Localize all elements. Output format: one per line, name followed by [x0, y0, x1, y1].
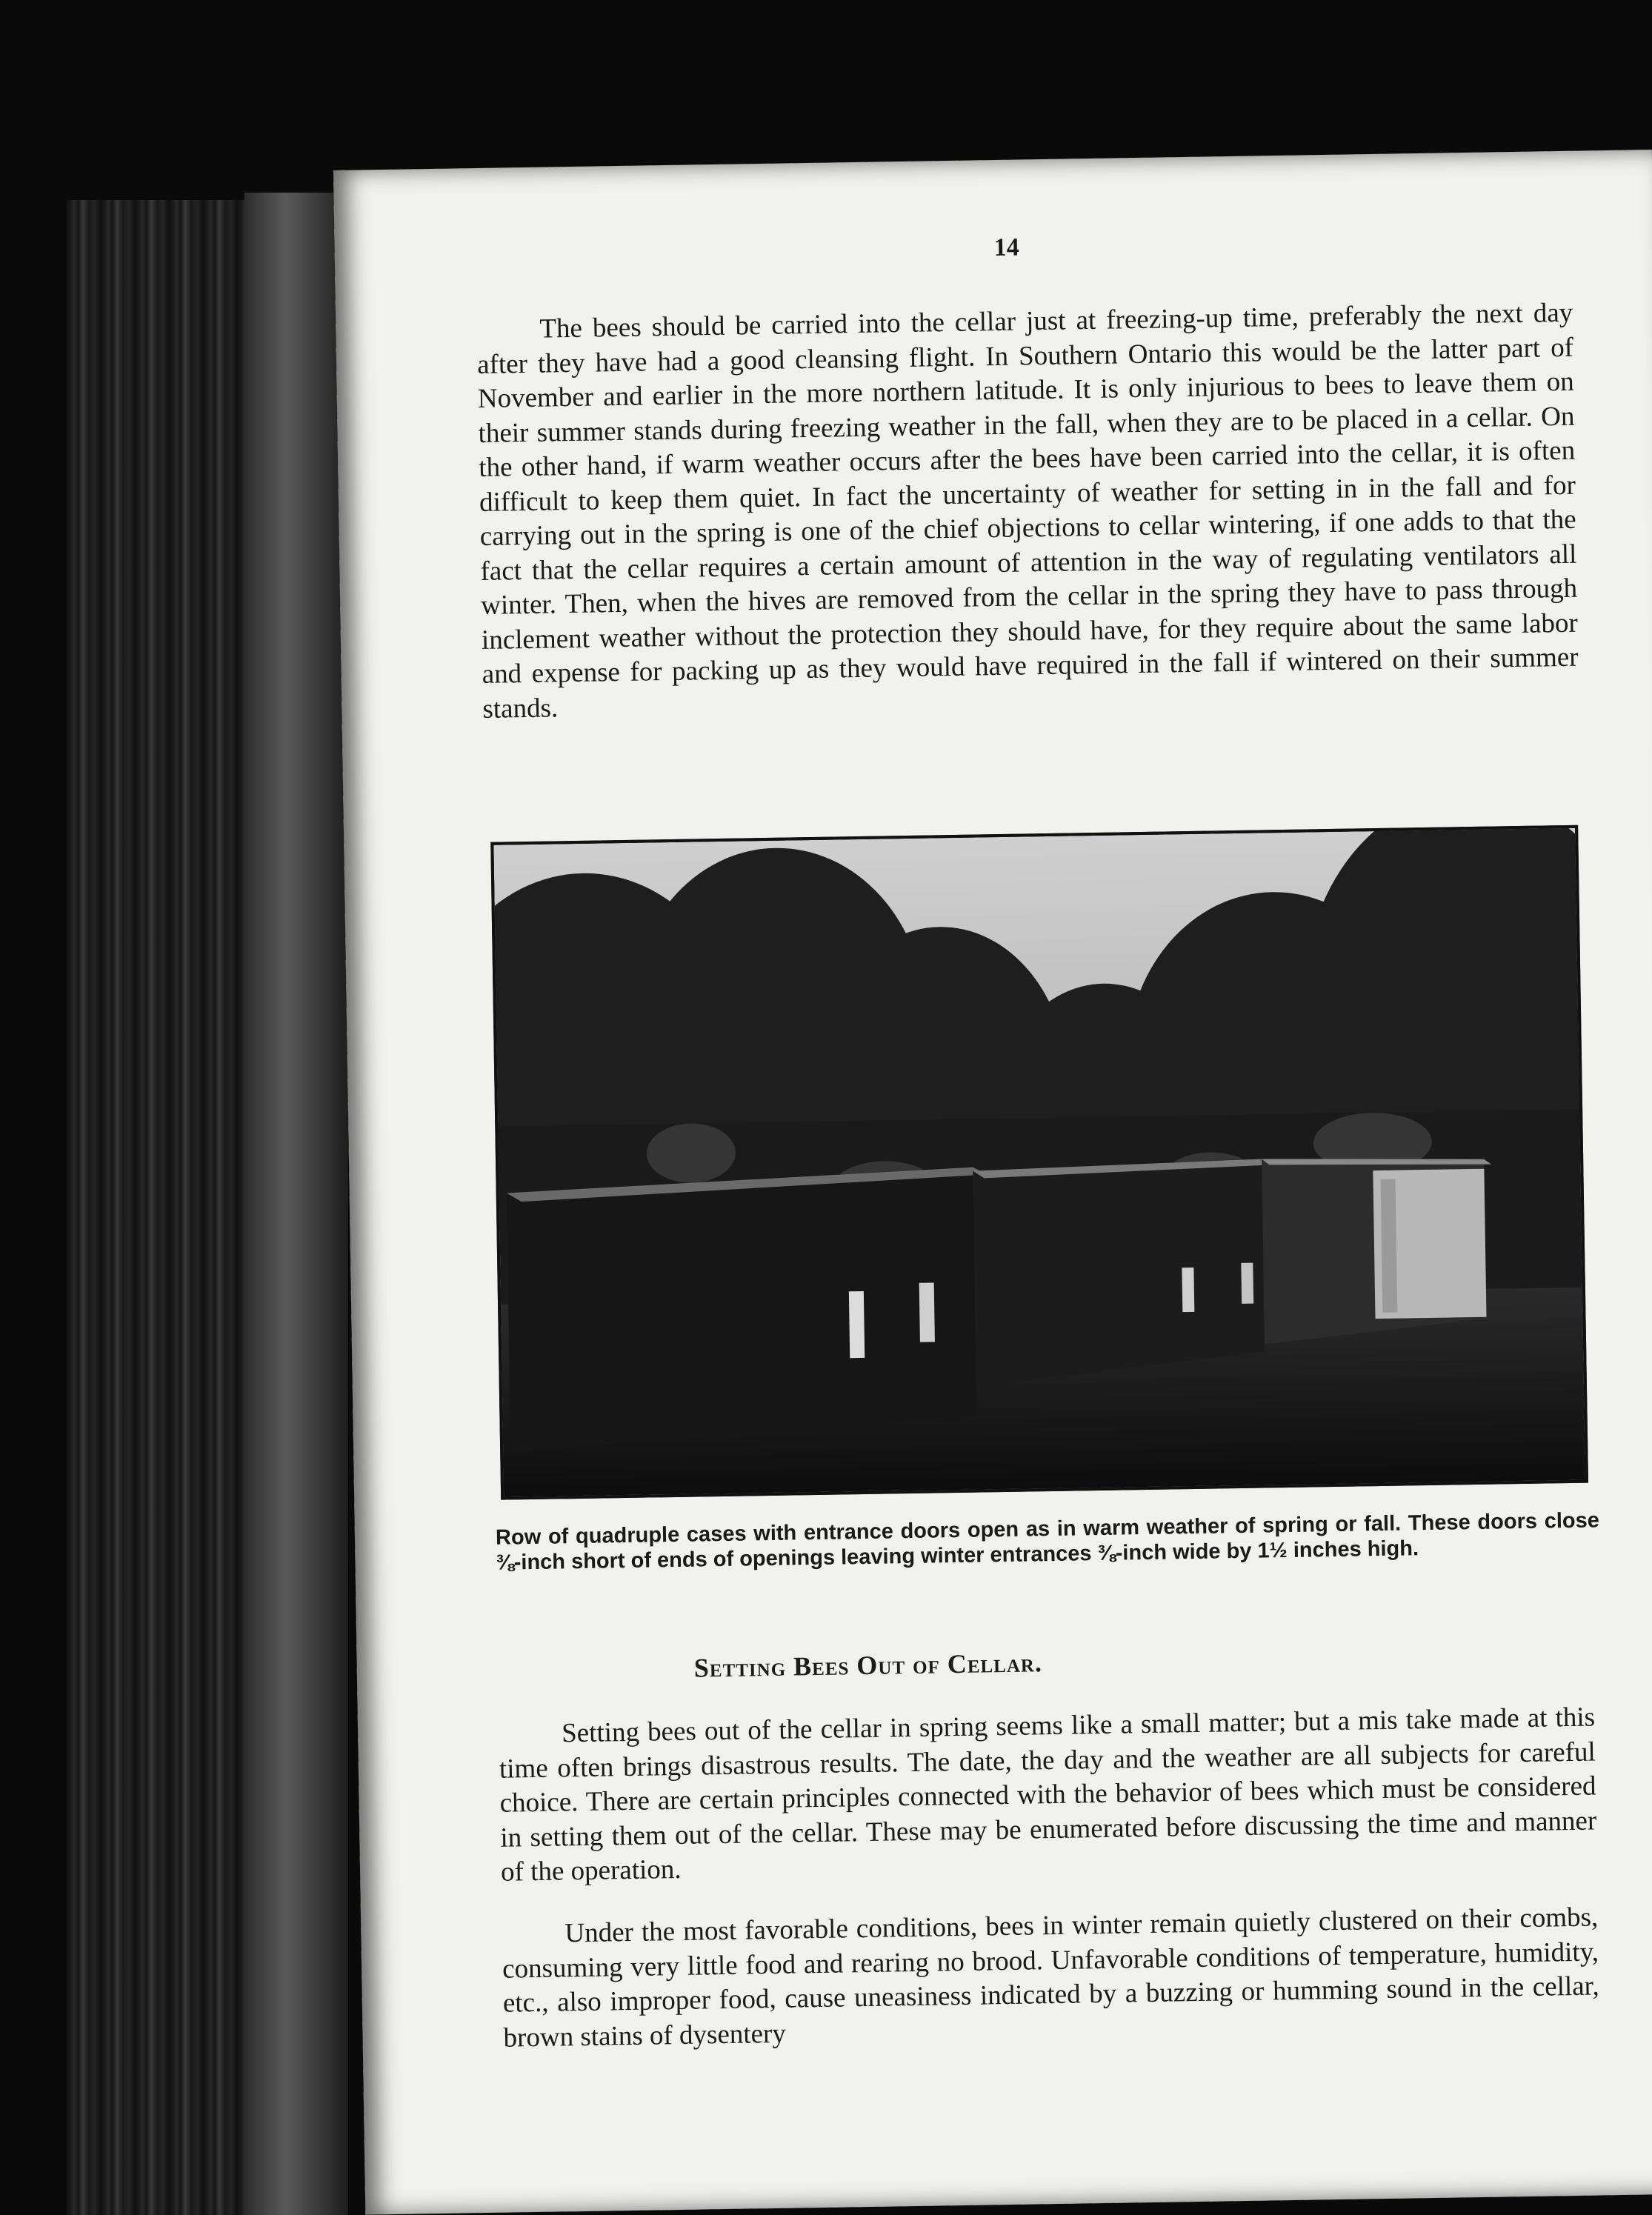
- photo-illustration: [493, 828, 1585, 1497]
- page-number: 14: [993, 233, 1020, 262]
- paragraph-setting-out: Setting bees out of the cellar in spring seems like a small matter; but a mis take made at this time often brings disastrous results. The date, the day and the weather are all subjects for careful choice. There are certain principles connected with the behavior of bees which must be considered in setting them out of the cellar. These may be enumerated before discussing the time and manner of the operation.: [499, 1702, 1597, 1888]
- paragraph-cellar-wintering: The bees should be carried into the cellar just at freezing-up time, preferably the next day after they have had a good cleansing flight. In Southern Ontario this would be the latter part of November and earlier in the more northern latitude. It is only injurious to bees to leave them on their summer stands during freezing weather in the fall, when they are to be placed in a cellar. On the other hand, if warm weather occurs after the bees have been carried into the cellar, it is often difficult to keep them quiet. In fact the uncertainty of weather for setting in in the fall and for carrying out in the spring is one of the chief objections to cellar wintering, if one adds to that the fact that the cellar requires a certain amount of attention in the way of regulating ventilators all winter. Then, when the hives are removed from the cellar in the spring they have to pass through inclement weather without the protection they should have, for they require about the same labor and expense for packing up as they would have required in the fall if wintered on their summer stands.: [476, 297, 1579, 725]
- section-heading: Setting Bees Out of Cellar.: [693, 1648, 1043, 1683]
- book-page-edges: [244, 193, 348, 2215]
- paragraph-winter-conditions: Under the most favorable conditions, bees in winter remain quietly clustered on their combs, consuming very little food and rearing no brood. Unfavorable conditions of temperature, humidity, etc., also improper food, cause uneasiness indicated by a buzzing or humming sound in the cellar, brown stains of dysentery: [502, 1902, 1600, 2054]
- photo-quadruple-cases: [490, 825, 1588, 1500]
- figure-caption: Row of quadruple cases with entrance doors open as in warm weather of spring or fall. These doors close ⅜-inch short of ends of openings leaving winter entrances ⅜-inch wide by 1½ inches high.: [495, 1508, 1600, 1575]
- page: [333, 150, 1652, 2215]
